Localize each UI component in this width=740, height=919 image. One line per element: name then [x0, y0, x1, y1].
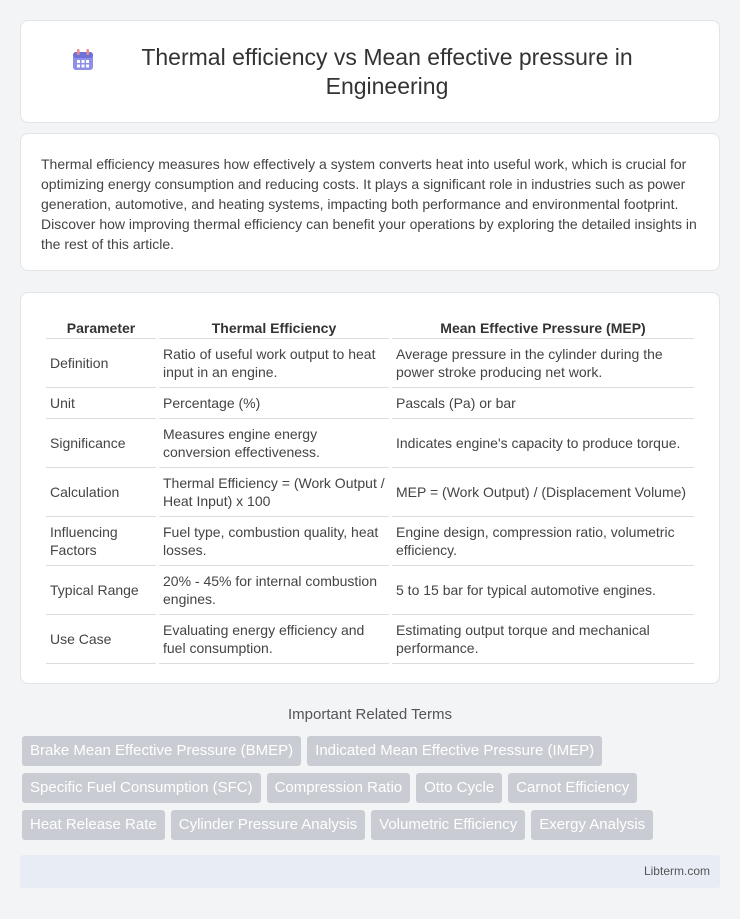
- row-label: Significance: [46, 419, 156, 468]
- table-row: [46, 419, 694, 468]
- row-label: Use Case: [46, 615, 156, 664]
- thermal-efficiency-cell: Ratio of useful work output to heat input in an engine.: [159, 339, 389, 388]
- mep-cell: Estimating output torque and mechanical performance.: [392, 615, 694, 664]
- footer: [20, 855, 720, 888]
- related-term-tag[interactable]: Cylinder Pressure Analysis: [171, 810, 365, 840]
- comparison-table-card: [20, 292, 720, 684]
- header-thermal-efficiency: Thermal Efficiency: [159, 311, 389, 339]
- thermal-efficiency-cell: 20% - 45% for internal combustion engines.: [159, 566, 389, 615]
- intro-paragraph: Thermal efficiency measures how effectively a system converts heat into useful work, which is crucial for optimizing energy consumption and reducing costs. It plays a significant role in industries such as power generation, automotive, and heating systems, impacting both performance and environmental footprint. Discover how improving thermal efficiency can benefit your operations by exploring the detailed insights in the rest of this article.: [41, 156, 697, 252]
- table-header-row: [46, 311, 694, 339]
- related-term-tag[interactable]: Heat Release Rate: [22, 810, 165, 840]
- thermal-efficiency-cell: Percentage (%): [159, 388, 389, 419]
- related-term-tag[interactable]: Specific Fuel Consumption (SFC): [22, 773, 261, 803]
- intro-card: [20, 133, 720, 271]
- thermal-efficiency-cell: Measures engine energy conversion effectiveness.: [159, 419, 389, 468]
- related-terms-heading: Important Related Terms: [288, 706, 452, 723]
- related-term-tag[interactable]: Indicated Mean Effective Pressure (IMEP): [307, 736, 602, 766]
- related-term-tag[interactable]: Volumetric Efficiency: [371, 810, 525, 840]
- mep-cell: 5 to 15 bar for typical automotive engines.: [392, 566, 694, 615]
- header-mep: Mean Effective Pressure (MEP): [392, 311, 694, 339]
- mep-cell: MEP = (Work Output) / (Displacement Volume): [392, 468, 694, 517]
- table-row: [46, 517, 694, 566]
- thermal-efficiency-cell: Thermal Efficiency = (Work Output / Heat Input) x 100: [159, 468, 389, 517]
- row-label: Influencing Factors: [46, 517, 156, 566]
- title-row: [70, 43, 670, 101]
- table-row: [46, 339, 694, 388]
- thermal-efficiency-cell: Evaluating energy efficiency and fuel consumption.: [159, 615, 389, 664]
- page-title: Thermal efficiency vs Mean effective pressure in Engineering: [141, 43, 633, 99]
- row-label: Definition: [46, 339, 156, 388]
- related-term-tag[interactable]: Brake Mean Effective Pressure (BMEP): [22, 736, 301, 766]
- thermal-efficiency-cell: Fuel type, combustion quality, heat losses.: [159, 517, 389, 566]
- table-row: [46, 615, 694, 664]
- related-terms-list: [22, 736, 722, 840]
- mep-cell: Engine design, compression ratio, volumetric efficiency.: [392, 517, 694, 566]
- calendar-icon: [70, 47, 96, 73]
- table-row: [46, 388, 694, 419]
- related-term-tag[interactable]: Compression Ratio: [267, 773, 411, 803]
- header-parameter: Parameter: [46, 311, 156, 339]
- row-label: Unit: [46, 388, 156, 419]
- table-row: [46, 566, 694, 615]
- related-term-tag[interactable]: Otto Cycle: [416, 773, 502, 803]
- row-label: Calculation: [46, 468, 156, 517]
- mep-cell: Indicates engine's capacity to produce torque.: [392, 419, 694, 468]
- related-term-tag[interactable]: Exergy Analysis: [531, 810, 653, 840]
- mep-cell: Pascals (Pa) or bar: [392, 388, 694, 419]
- related-term-tag[interactable]: Carnot Efficiency: [508, 773, 637, 803]
- footer-site-link[interactable]: Libterm.com: [643, 864, 710, 878]
- row-label: Typical Range: [46, 566, 156, 615]
- title-card: [20, 20, 720, 123]
- comparison-table: [43, 311, 697, 664]
- mep-cell: Average pressure in the cylinder during the power stroke producing net work.: [392, 339, 694, 388]
- table-row: [46, 468, 694, 517]
